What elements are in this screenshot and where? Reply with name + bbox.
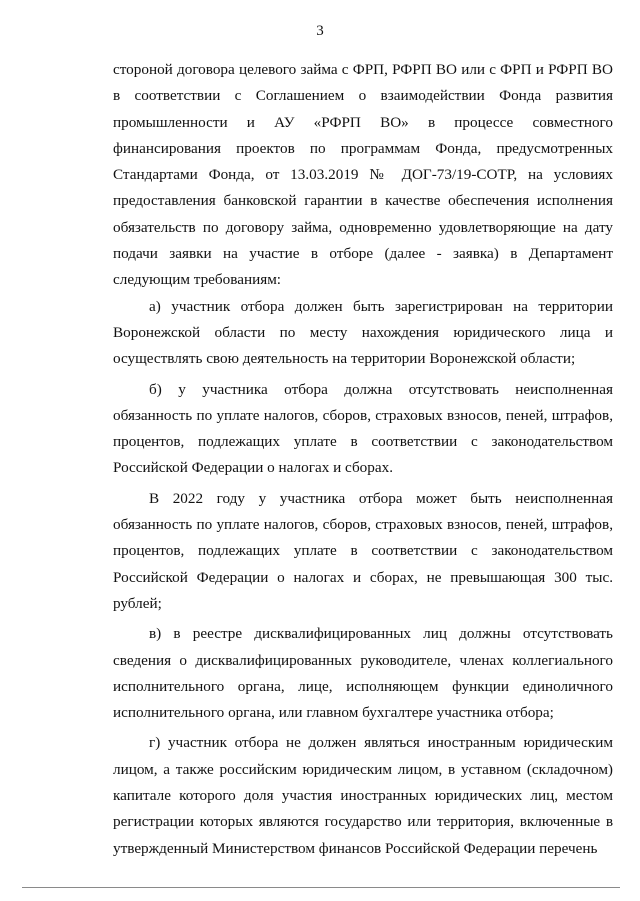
scan-bottom-rule <box>22 887 620 888</box>
paragraph-requirement-v: в) в реестре дисквалифицированных лиц должны отсутствовать сведения о дисквалифицированных руководителе, членах коллегиального исполнительного органа, лице, исполняющем функции единоличного исполнительного органа, или главном бухгалтере участника отбора; <box>113 625 613 722</box>
document-body <box>113 57 613 862</box>
paragraph-2022-exception: В 2022 году у участника отбора может быть неисполненная обязанность по уплате налогов, сборов, страховых взносов, пеней, штрафов, процентов, подлежащих уплате в соответствии с законодательством Российской Федерации о налогах и сборах, не превышающая 300 тыс. рублей; <box>113 489 613 612</box>
page-number: 3 <box>316 23 324 39</box>
paragraph-continuation: стороной договора целевого займа с ФРП, РФРП ВО или с ФРП и РФРП ВО в соответствии с Соглашением о взаимодействии Фонда развития промышленности и АУ «РФРП ВО» в процессе совместного финансирования проектов по программам Фонда, предусмотренных Стандартами Фонда, от 13.03.2019 № ДОГ-73/19-СОТР, на условиях предоставления банковской гарантии в качестве обеспечения исполнения обязательств по договору займа, одновременно удовлетворяющие на дату подачи заявки на участие в отборе (далее - заявка) в Департамент следующим требованиям: <box>113 61 613 289</box>
paragraph-requirement-b: б) у участника отбора должна отсутствовать неисполненная обязанность по уплате налогов, сборов, страховых взносов, пеней, штрафов, процентов, подлежащих уплате в соответствии с законодательством Российской Федерации о налогах и сборах. <box>113 380 613 477</box>
paragraph-requirement-g: г) участник отбора не должен являться иностранным юридическим лицом, а также российским юридическим лицом, в уставном (складочном) капитале которого доля участия иностранных юридических лиц, местом регистрации которых являются государство или территория, включенные в утвержденный Министерством финансов Российской Федерации перечень <box>113 734 613 857</box>
paragraph-requirement-a: а) участник отбора должен быть зарегистрирован на территории Воронежской области по месту нахождения юридического лица и осуществлять свою деятельность на территории Воронежской области; <box>113 297 613 368</box>
